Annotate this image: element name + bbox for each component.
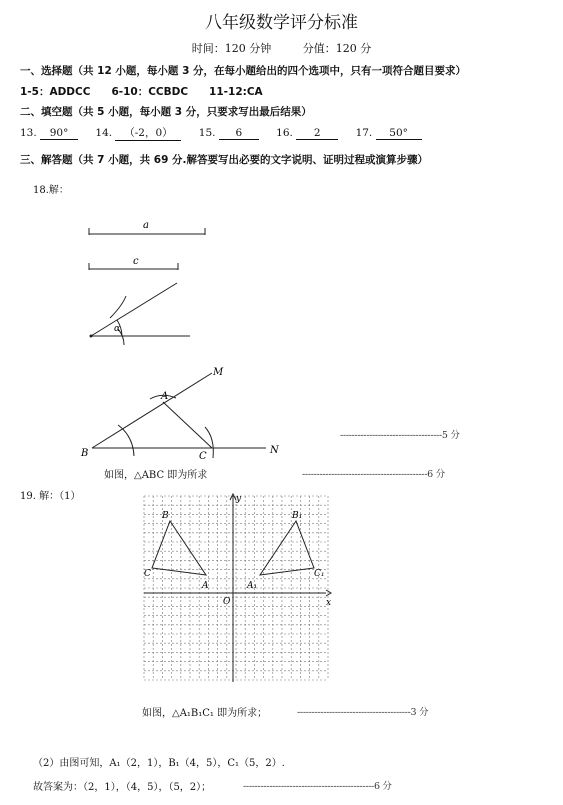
blank-16-num: 16.: [276, 127, 293, 139]
point-a-label: A: [161, 391, 169, 402]
segment-a-label: a: [143, 220, 149, 231]
q19-label: 19. 解：（1）: [20, 491, 81, 502]
point-c-label: C: [199, 451, 207, 462]
grid-point-a1-label: A₁: [247, 581, 258, 591]
q18-score-line-1: -----------------------------------5 分: [340, 430, 460, 441]
page-title: 八年级数学评分标准: [205, 13, 358, 33]
blank-17-num: 17.: [355, 127, 373, 139]
triangle-abc-construction: [92, 373, 266, 458]
q19-answer: 故答案为：（2，1），（4，5），（5，2）；: [33, 782, 212, 793]
x-axis-label: x: [326, 598, 332, 608]
point-b-label: B: [81, 448, 89, 459]
blank-16-answer: 2: [296, 127, 338, 140]
grid-point-a-label: A: [202, 581, 209, 591]
q18-caption: 如图，△ABC 即为所求: [104, 470, 208, 481]
point-m-label: M: [213, 367, 224, 378]
triangle-a1b1c1: [260, 521, 314, 575]
q19-score-line-2: ---------------------------------------------6 分: [243, 781, 392, 792]
score-info: 分值：120 分: [302, 42, 372, 55]
grid-point-c1-label: C₁: [314, 569, 325, 579]
q19-coordinate-grid: [140, 492, 335, 690]
triangle-abc: [152, 521, 206, 575]
blank-13-answer: 90°: [40, 127, 78, 140]
blank-15-answer: 6: [219, 127, 259, 140]
section-3-heading: 三、解答题（共 7 小题，共 69 分.解答要写出必要的文字说明、证明过程或演算步骤）: [20, 154, 429, 166]
origin-label: O: [223, 597, 231, 607]
blank-15-num: 15.: [198, 127, 216, 139]
blank-13-num: 13.: [20, 127, 37, 139]
y-axis: [230, 494, 236, 682]
q19-caption: 如图，△A₁B₁C₁ 即为所求；: [142, 708, 268, 719]
angle-alpha: [90, 283, 191, 345]
x-axis: [144, 590, 331, 596]
y-axis-label: y: [236, 494, 242, 504]
q18-score-line-2: -------------------------------------------6 分: [302, 469, 445, 480]
section-1-answers: 1-5：ADDCC 6-10：CCBDC 11-12:CA: [20, 86, 263, 98]
time-info: 时间：120 分钟: [191, 42, 272, 55]
section-2-heading: 二、填空题（共 5 小题，每小题 3 分，只要求写出最后结果）: [20, 106, 312, 118]
q19-score-line-1: ---------------------------------------3 分: [297, 707, 429, 718]
segment-c-label: c: [133, 256, 139, 267]
section-1-heading: 一、选择题（共 12 小题，每小题 3 分，在每小题给出的四个选项中，只有一项符合题目要求）: [20, 65, 467, 77]
q19-part-2: （2）由图可知，A₁（2，1），B₁（4，5），C₁（5，2）.: [33, 758, 285, 769]
q18-label: 18.解：: [33, 185, 69, 196]
blank-17-answer: 50°: [376, 127, 422, 140]
grid-point-c-label: C: [144, 569, 151, 579]
grid-point-b1-label: B₁: [292, 511, 303, 521]
blank-14-num: 14.: [95, 127, 113, 139]
blank-14-answer: （-2，0）: [115, 125, 181, 141]
angle-alpha-label: α: [114, 324, 121, 334]
grid-point-b-label: B: [162, 511, 169, 521]
point-n-label: N: [270, 445, 279, 456]
